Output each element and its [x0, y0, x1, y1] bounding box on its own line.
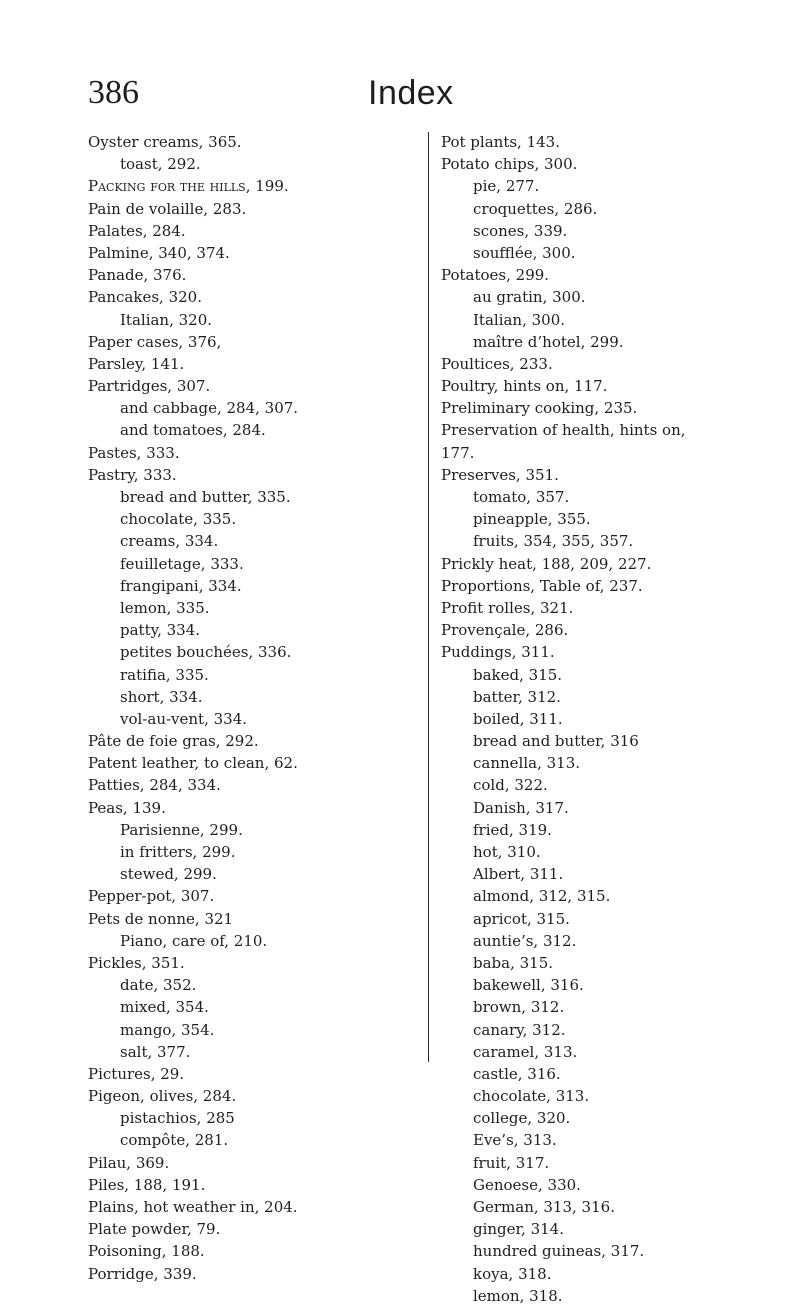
index-subentry: hundred guineas, 317. [473, 1242, 645, 1261]
index-subentry: Italian, 300. [473, 310, 566, 329]
index-subentry: fruit, 317. [473, 1153, 550, 1172]
index-subentry: patty, 334. [120, 621, 201, 640]
index-entry: Poultices, 233. [441, 354, 553, 373]
index-entry: Poisoning, 188. [88, 1242, 205, 1261]
index-subentry: almond, 312, 315. [473, 887, 611, 906]
index-subentry: bread and butter, 335. [120, 488, 291, 506]
index-subentry: scones, 339. [473, 221, 568, 240]
index-subentry: pineapple, 355. [473, 510, 591, 529]
index-entry: Provençale, 286. [441, 621, 569, 640]
index-subentry: apricot, 315. [473, 909, 570, 928]
index-entry: Proportions, Table of, 237. [441, 576, 643, 595]
index-entry: Patent leather, to clean, 62. [88, 754, 298, 773]
index-subentry: cold, 322. [473, 776, 548, 795]
index-subentry: pistachios, 285 [120, 1109, 235, 1128]
index-subentry: ginger, 314. [473, 1220, 564, 1239]
index-entry: Panade, 376. [88, 266, 187, 285]
index-entry: Potatoes, 299. [441, 266, 550, 285]
index-subentry: au gratin, 300. [473, 288, 586, 307]
index-subentry: tomato, 357. [473, 488, 570, 506]
page-number: 386 [88, 74, 139, 111]
index-subentry: batter, 312. [473, 687, 561, 706]
index-subentry: and cabbage, 284, 307. [120, 399, 299, 418]
index-subentry: mango, 354. [120, 1020, 215, 1039]
index-entry: Pot plants, 143. [441, 133, 560, 151]
index-entry: Piles, 188, 191. [88, 1175, 206, 1194]
index-subentry: toast, 292. [120, 155, 201, 174]
index-entry: Pastes, 333. [88, 443, 180, 462]
index-entry: Palmine, 340, 374. [88, 243, 230, 262]
index-subentry: Piano, care of, 210. [120, 931, 268, 950]
index-entry: Preserves, 351. [441, 465, 559, 484]
index-subentry: Genoese, 330. [473, 1175, 581, 1194]
index-entry: Potato chips, 300. [441, 155, 578, 174]
index-subentry: lemon, 335. [120, 598, 210, 617]
index-entry: Preservation of health, hints on, [441, 421, 686, 440]
index-subentry: salt, 377. [120, 1042, 191, 1061]
index-subentry: pie, 277. [473, 177, 540, 196]
index-subentry: creams, 334. [120, 532, 219, 551]
index-subentry: fried, 319. [473, 820, 552, 839]
index-entry: Peas, 139. [88, 798, 166, 817]
index-subentry: koya, 318. [473, 1264, 552, 1283]
index-entry: Pastry, 333. [88, 465, 177, 484]
index-subentry: in fritters, 299. [120, 843, 236, 861]
index-entry: Pâte de foie gras, 292. [88, 732, 259, 751]
index-entry: Puddings, 311. [441, 643, 555, 662]
index-subentry: baked, 315. [473, 665, 563, 684]
index-entry: Prickly heat, 188, 209, 227. [441, 554, 652, 573]
index-subentry: date, 352. [120, 976, 197, 995]
index-subentry: chocolate, 313. [473, 1087, 590, 1106]
index-subentry: lemon, 318. [473, 1286, 563, 1305]
index-subentry: fruits, 354, 355, 357. [473, 532, 634, 551]
index-subentry: petites bouchées, 336. [120, 643, 292, 662]
index-subentry: brown, 312. [473, 998, 565, 1017]
index-entry: Pancakes, 320. [88, 288, 202, 307]
index-subentry: soufflée, 300. [473, 243, 576, 262]
index-entry: Plains, hot weather in, 204. [88, 1198, 298, 1216]
index-subentry: college, 320. [473, 1109, 571, 1128]
index-entry: Plate powder, 79. [88, 1220, 221, 1239]
index-entry: Pilau, 369. [88, 1153, 170, 1172]
index-column-left [88, 131, 428, 1285]
index-subentry: feuilletage, 333. [120, 554, 244, 573]
index-entry: Patties, 284, 334. [88, 776, 221, 795]
index-entry: Partridges, 307. [88, 377, 211, 396]
index-subentry: Danish, 317. [473, 798, 569, 817]
index-subentry: Parisienne, 299. [120, 820, 243, 839]
index-entry: Oyster creams, 365. [88, 133, 242, 151]
index-subentry: vol-au-vent, 334. [120, 709, 248, 728]
index-subentry: frangipani, 334. [120, 576, 242, 595]
index-subentry: baba, 315. [473, 953, 554, 972]
index-subentry: bread and butter, 316 [473, 732, 639, 751]
index-subentry: Albert, 311. [473, 865, 564, 884]
index-subentry: cannella, 313. [473, 754, 581, 773]
index-subentry: canary, 312. [473, 1020, 566, 1039]
index-subentry: chocolate, 335. [120, 510, 237, 529]
index-entry: Porridge, 339. [88, 1264, 197, 1283]
index-subentry: German, 313, 316. [473, 1198, 615, 1216]
index-subentry: croquettes, 286. [473, 199, 598, 218]
index-entry: 177. [441, 443, 475, 462]
index-column-right [441, 131, 771, 1307]
index-subentry: and tomatoes, 284. [120, 421, 266, 440]
index-subentry: Eve’s, 313. [473, 1131, 557, 1150]
index-subentry: castle, 316. [473, 1064, 561, 1083]
index-entry: Pepper-pot, 307. [88, 887, 215, 906]
index-entry: Pets de nonne, 321 [88, 909, 234, 928]
index-entry: Pictures, 29. [88, 1064, 185, 1083]
index-entry: Pain de volaille, 283. [88, 199, 247, 218]
index-subentry: Italian, 320. [120, 310, 213, 329]
index-subentry: hot, 310. [473, 843, 541, 861]
index-subentry: bakewell, 316. [473, 976, 584, 995]
index-subentry: compôte, 281. [120, 1131, 229, 1150]
page-title: Index [368, 74, 454, 112]
index-entry: Pigeon, olives, 284. [88, 1087, 237, 1106]
index-subentry: mixed, 354. [120, 998, 209, 1017]
index-subentry: boiled, 311. [473, 709, 563, 728]
index-entry: Packing for the hills, 199. [88, 177, 289, 196]
index-entry: Preliminary cooking, 235. [441, 399, 638, 418]
column-divider [428, 132, 429, 1062]
index-subentry: stewed, 299. [120, 865, 217, 884]
index-subentry: short, 334. [120, 687, 203, 706]
index-subentry: auntie’s, 312. [473, 931, 577, 950]
index-subentry: caramel, 313. [473, 1042, 578, 1061]
index-entry: Pickles, 351. [88, 953, 185, 972]
index-entry: Poultry, hints on, 117. [441, 377, 608, 396]
index-entry: Profit rolles, 321. [441, 598, 574, 617]
index-entry: Palates, 284. [88, 221, 186, 240]
index-entry: Parsley, 141. [88, 354, 185, 373]
index-entry: Paper cases, 376, [88, 332, 222, 351]
index-subentry: maître d’hotel, 299. [473, 332, 624, 351]
index-subentry: ratifia, 335. [120, 665, 209, 684]
